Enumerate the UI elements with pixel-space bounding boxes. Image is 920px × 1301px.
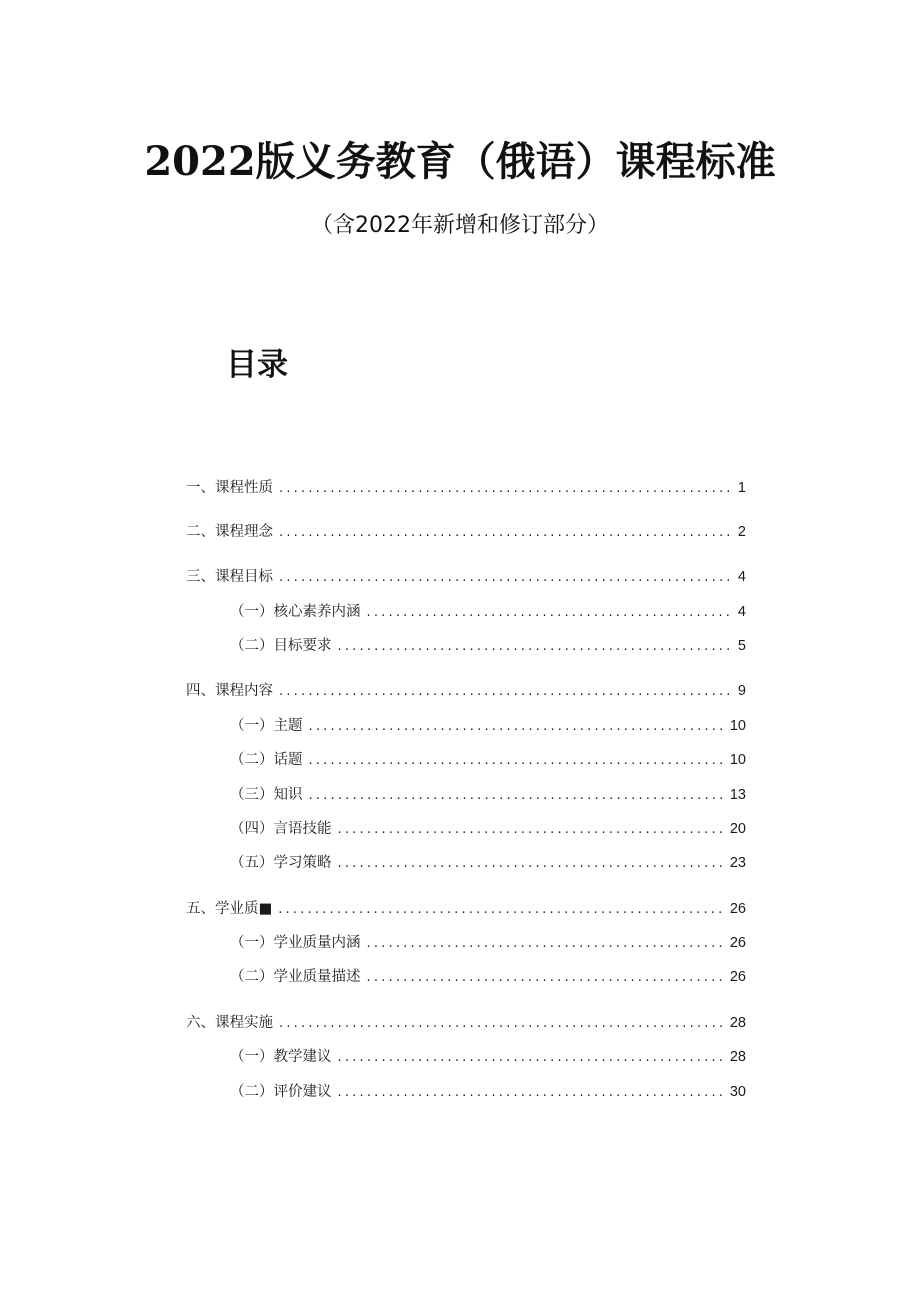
toc-entry-label: 一、课程性质 <box>186 480 273 496</box>
toc-entry-page: 26 <box>729 969 746 985</box>
toc-entry-label: （一）主题 <box>230 718 303 734</box>
toc-entry-page: 10 <box>729 718 746 734</box>
toc-entry[interactable] <box>230 932 746 954</box>
toc-entry-page: 28 <box>729 1015 746 1031</box>
toc-entry-label: 五、学业质■ <box>186 901 273 917</box>
toc-entry-page: 4 <box>737 604 746 620</box>
toc-entry[interactable] <box>230 966 746 988</box>
toc-entry-label: 三、课程目标 <box>186 569 273 585</box>
toc-leader-dots <box>309 785 726 807</box>
toc-entry[interactable] <box>230 1046 746 1068</box>
toc-leader-dots <box>279 478 734 500</box>
toc-leader-dots <box>278 899 726 921</box>
toc-entry[interactable] <box>186 566 746 588</box>
toc-entry-page: 1 <box>737 480 746 496</box>
toc-leader-dots <box>309 716 726 738</box>
toc-leader-dots <box>279 1013 726 1035</box>
toc-entry-label: （二）评价建议 <box>230 1084 332 1100</box>
toc-leader-dots <box>338 819 726 841</box>
toc-entry[interactable] <box>230 818 746 840</box>
toc-entry[interactable] <box>230 715 746 737</box>
document-subtitle: （含2022年新增和修订部分） <box>311 213 609 238</box>
toc-entry-label: （一）核心素养内涵 <box>230 604 361 620</box>
toc-entry-page: 4 <box>737 569 746 585</box>
toc-leader-dots <box>367 602 734 624</box>
toc-entry-page: 10 <box>729 752 746 768</box>
toc-leader-dots <box>338 636 734 658</box>
toc-leader-dots <box>309 750 726 772</box>
toc-entry-page: 26 <box>729 901 746 917</box>
toc-entry-page: 26 <box>729 935 746 951</box>
toc-entry-page: 20 <box>729 821 746 837</box>
toc-leader-dots <box>367 967 726 989</box>
toc-entry-page: 28 <box>729 1049 746 1065</box>
toc-entry-label: （一）学业质量内涵 <box>230 935 361 951</box>
toc-entry-label: （二）学业质量描述 <box>230 969 361 985</box>
toc-leader-dots <box>367 933 726 955</box>
toc-entry[interactable] <box>186 1012 746 1034</box>
toc-entry[interactable] <box>230 1081 746 1103</box>
toc-entry-label: （二）话题 <box>230 752 303 768</box>
toc-entry-label: （一）教学建议 <box>230 1049 332 1065</box>
toc-entry-label: （二）目标要求 <box>230 638 332 654</box>
toc-leader-dots <box>338 853 726 875</box>
toc-entry-page: 9 <box>737 683 746 699</box>
toc-entry[interactable] <box>186 680 746 702</box>
toc-entry-page: 2 <box>737 524 746 540</box>
toc-entry-page: 5 <box>737 638 746 654</box>
toc-entry[interactable] <box>230 635 746 657</box>
toc-entry-label: （五）学习策略 <box>230 855 332 871</box>
toc-entry-page: 23 <box>729 855 746 871</box>
toc-entry[interactable] <box>186 477 746 499</box>
toc-entry[interactable] <box>186 521 746 543</box>
toc-entry-label: 六、课程实施 <box>186 1015 273 1031</box>
toc-entry-label: 二、课程理念 <box>186 524 273 540</box>
toc-leader-dots <box>279 567 734 589</box>
toc-entry-page: 30 <box>729 1084 746 1100</box>
toc-leader-dots <box>279 522 734 544</box>
toc-entry[interactable] <box>230 749 746 771</box>
toc-entry[interactable] <box>230 852 746 874</box>
toc-entry[interactable] <box>230 601 746 623</box>
toc-entry-label: （三）知识 <box>230 787 303 803</box>
toc-entry[interactable] <box>186 898 746 920</box>
toc-leader-dots <box>338 1082 726 1104</box>
toc-leader-dots <box>279 681 734 703</box>
toc-entry-page: 13 <box>729 787 746 803</box>
toc-entry-label: （四）言语技能 <box>230 821 332 837</box>
toc-entry[interactable] <box>230 784 746 806</box>
document-title: 2022版义务教育（俄语）课程标准 <box>144 138 776 185</box>
toc-heading: 目录 <box>226 347 288 383</box>
toc-leader-dots <box>338 1047 726 1069</box>
toc-entry-label: 四、课程内容 <box>186 683 273 699</box>
